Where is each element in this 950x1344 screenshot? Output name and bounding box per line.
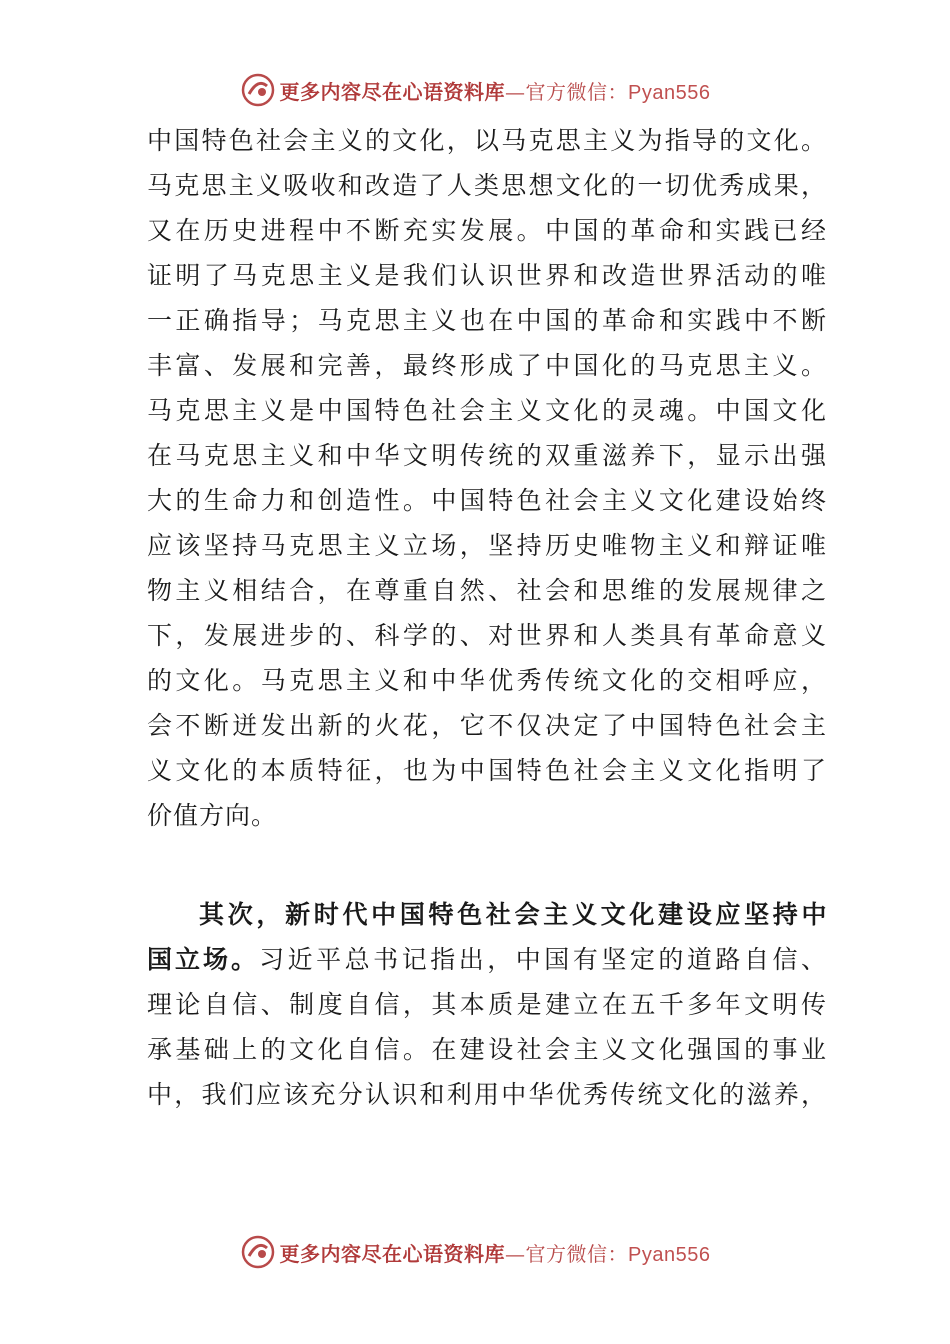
text-line: 一正确指导；马克思主义也在中国的革命和实践中不断: [147, 306, 827, 335]
wechat-style-logo-icon: [240, 1234, 276, 1270]
text-line: 物主义相结合，在尊重自然、社会和思维的发展规律之: [147, 576, 827, 605]
text-line: 承基础上的文化自信。在建设社会主义文化强国的事业: [147, 1035, 827, 1064]
text-line: 又在历史进程中不断充实发展。中国的革命和实践已经: [147, 216, 827, 245]
text-line: 的文化。马克思主义和中华优秀传统文化的交相呼应，: [147, 666, 827, 695]
footer-banner: [0, 1232, 950, 1272]
paragraph-2: [147, 892, 827, 1117]
text-line: 马克思主义吸收和改造了人类思想文化的一切优秀成果，: [147, 171, 827, 200]
text-line: 证明了马克思主义是我们认识世界和改造世界活动的唯: [147, 261, 827, 290]
paragraph-2-heading: 其次，新时代中国特色社会主义文化建设应坚持中: [199, 900, 827, 929]
text-line: 价值方向。: [147, 801, 278, 830]
text-line: 中国特色社会主义的文化，以马克思主义为指导的文化。: [147, 126, 827, 155]
header-banner: [0, 70, 950, 110]
text-line: 会不断迸发出新的火花，它不仅决定了中国特色社会主: [147, 711, 827, 740]
text-line: 中，我们应该充分认识和利用中华优秀传统文化的滋养，: [147, 1080, 827, 1109]
text-line: 马克思主义是中国特色社会主义文化的灵魂。中国文化: [147, 396, 827, 425]
text-line: 国立场。习近平总书记指出，中国有坚定的道路自信、: [147, 945, 827, 974]
wechat-handle: Pyan556: [628, 1243, 711, 1266]
footer-banner-text: 更多内容尽在心语资料库—官方微信：Pyan556: [279, 1241, 711, 1266]
text-line: 大的生命力和创造性。中国特色社会主义文化建设始终: [147, 486, 827, 515]
paragraph-2-heading-end: 国立场。: [147, 945, 260, 974]
header-banner-text: 更多内容尽在心语资料库—官方微信：Pyan556: [279, 79, 711, 104]
wechat-style-logo-icon: [240, 72, 276, 108]
text-line: 应该坚持马克思主义立场，坚持历史唯物主义和辩证唯: [147, 531, 827, 560]
document-body: [147, 118, 827, 1117]
text-line: 在马克思主义和中华文明传统的双重滋养下，显示出强: [147, 441, 827, 470]
paragraph-1: [147, 118, 827, 838]
wechat-handle: Pyan556: [628, 81, 711, 104]
text-line: 丰富、发展和完善，最终形成了中国化的马克思主义。: [147, 351, 827, 380]
text-line: 下，发展进步的、科学的、对世界和人类具有革命意义: [147, 621, 827, 650]
text-line: 义文化的本质特征，也为中国特色社会主义文化指明了: [147, 756, 827, 785]
text-line: 理论自信、制度自信，其本质是建立在五千多年文明传: [147, 990, 827, 1019]
